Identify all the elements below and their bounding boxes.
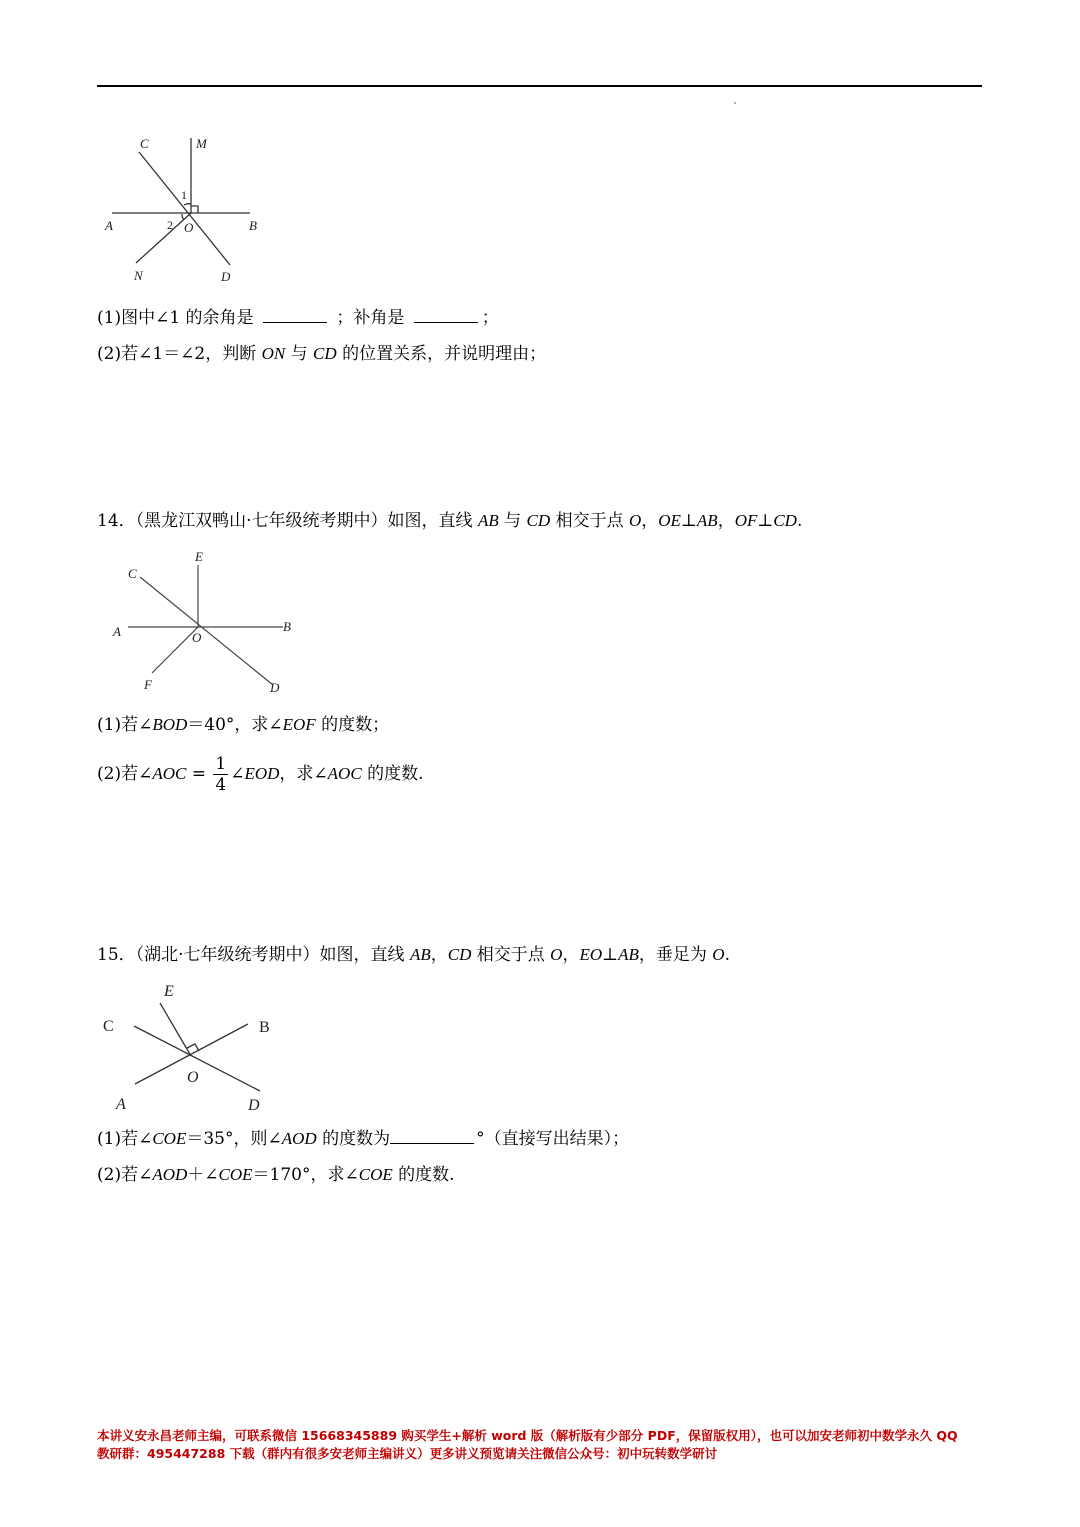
right-angle-mark [187,1044,199,1051]
footer-notice [97,1427,987,1463]
label-o: O [187,1069,199,1086]
q13-p1-mid: ；补角是 [336,308,405,328]
label-e: E [164,983,174,1000]
q14-p1-eof: EOF [282,715,316,734]
q13-p2-end: 的位置关系，并说明理由； [342,344,547,364]
label-b: B [249,218,257,233]
q14-comma2: ， [717,511,735,531]
footer-line-2: 教研群：495447288 下载（群内有很多安老师主编讲义）更多讲义预览请关注微信公众号：初中玩转数学研讨 [97,1446,718,1461]
footer-line-1: 本讲义安永昌老师主编，可联系微信 15668345889 购买学生+解析 word 版（解析版有少部分 PDF，保留版权用），也可以加安老师初中数学永久 QQ [97,1428,958,1443]
q14-p2-aoc2: AOC [327,764,362,783]
q13-part2 [97,342,546,366]
label-o: O [184,220,194,235]
fraction-numerator: 1 [215,754,227,774]
q14-comma1: ， [641,511,659,531]
q15-p2-aod: AOD [152,1165,188,1184]
q14-ab: AB [477,511,499,530]
q15-p1-end: °（直接写出结果）； [476,1129,630,1149]
label-d: D [221,269,231,284]
q14-xiangjiao: 相交于点 [555,511,624,531]
q15-o2: O [712,945,725,964]
q14-period: . [796,511,803,531]
q15-p1-aod: AOD [281,1129,317,1148]
q14-p2-end: 的度数. [367,764,424,784]
q15-cd: CD [447,945,472,964]
q14-stem-pre: 如图，直线 [387,511,473,531]
q15-p1-mid2: 的度数为 [322,1129,391,1149]
q14-cd: CD [526,511,551,530]
q14-of-cd: OF⊥CD [734,511,797,530]
q15-part1 [97,1125,629,1151]
q15-p2-end: 的度数. [398,1165,455,1185]
q15-p1-pre: (1)若∠ [97,1129,153,1149]
line-on [136,213,191,263]
q13-p2-on: ON [261,344,286,363]
q15-stem [97,943,730,967]
label-m: M [196,136,207,151]
q14-number: 14． [97,511,136,531]
q14-yu: 与 [504,511,522,531]
q14-p2-aoc: AOC [152,764,187,783]
q15-p2-coe: COE [218,1165,253,1184]
q15-source: （湖北·七年级统考期中） [135,945,320,965]
q14-p1-pre: (1)若∠ [97,715,153,735]
label-d: D [270,680,280,695]
label-b: B [283,619,291,634]
q15-xiangjiao: 相交于点 [476,945,545,965]
q14-p2-mid: ，求∠ [279,764,328,784]
label-n: N [134,268,143,283]
q13-p1-pre: (1)图中∠1 的余角是 [97,308,254,328]
label-a: A [113,624,121,639]
figure-q13 [100,130,270,290]
label-e: E [195,549,203,564]
q14-source: （黑龙江双鸭山·七年级统考期中） [135,511,388,531]
q14-part1 [97,713,389,737]
q14-p2-angle: ∠ [230,764,245,784]
q13-part1 [97,304,499,330]
q13-p2-cd: CD [313,344,337,363]
answer-blank-aod[interactable] [390,1125,474,1144]
answer-blank-supplement[interactable] [414,304,478,323]
right-angle-mark [191,206,198,213]
label-a: A [116,1096,126,1113]
header-rule [97,85,982,87]
line-cd [140,577,273,685]
q15-p2-pre: (2)若∠ [97,1165,153,1185]
q15-o: O [550,945,563,964]
label-2: 2 [167,218,173,232]
q15-comma0: ， [430,945,448,965]
q15-p2-mid: ＝170°，求∠ [252,1165,359,1185]
label-c: C [140,136,149,151]
q15-period: . [724,945,730,965]
q14-o: O [628,511,642,530]
q13-p1-end: ； [481,308,499,328]
q15-stem-pre: 如图，直线 [319,945,405,965]
q15-part2 [97,1163,455,1187]
answer-blank-complement[interactable] [263,304,327,323]
q14-p2-eq: = [191,764,206,784]
label-o: O [192,630,202,645]
q15-chuizu: ，垂足为 [638,945,707,965]
q15-comma1: ， [562,945,580,965]
q15-p2-coe2: COE [358,1165,393,1184]
header-dot [734,102,736,104]
label-f: F [144,677,152,692]
q15-p1-mid: ＝35°，则∠ [186,1129,282,1149]
q14-p2-pre: (2)若∠ [97,764,153,784]
label-a: A [105,218,113,233]
label-b: B [259,1019,270,1036]
q15-number: 15． [97,945,136,965]
fraction-one-quarter [213,754,228,795]
fraction-denominator: 4 [215,775,227,795]
angle-arc-1 [184,204,191,205]
q14-oe-ab: OE⊥AB [658,511,718,530]
label-1: 1 [181,188,187,202]
q13-p2-and: 与 [290,344,308,364]
q15-eo-ab: EO⊥AB [579,945,639,964]
q14-p1-bod: BOD [152,715,188,734]
q15-p2-plus: ＋∠ [187,1165,219,1185]
label-c: C [128,566,137,581]
label-c: C [103,1018,114,1035]
q15-ab: AB [409,945,431,964]
q14-p1-end: 的度数； [321,715,390,735]
q13-p2-pre: (2)若∠1＝∠2，判断 [97,344,257,364]
q14-p2-eod: EOD [244,764,280,783]
q15-p1-coe: COE [152,1129,187,1148]
label-d: D [248,1097,260,1114]
figure-q14 [108,545,308,700]
figure-q15 [100,978,300,1118]
q14-p1-mid: ＝40°，求∠ [187,715,283,735]
q14-stem [97,509,802,533]
q14-part2 [97,752,423,796]
